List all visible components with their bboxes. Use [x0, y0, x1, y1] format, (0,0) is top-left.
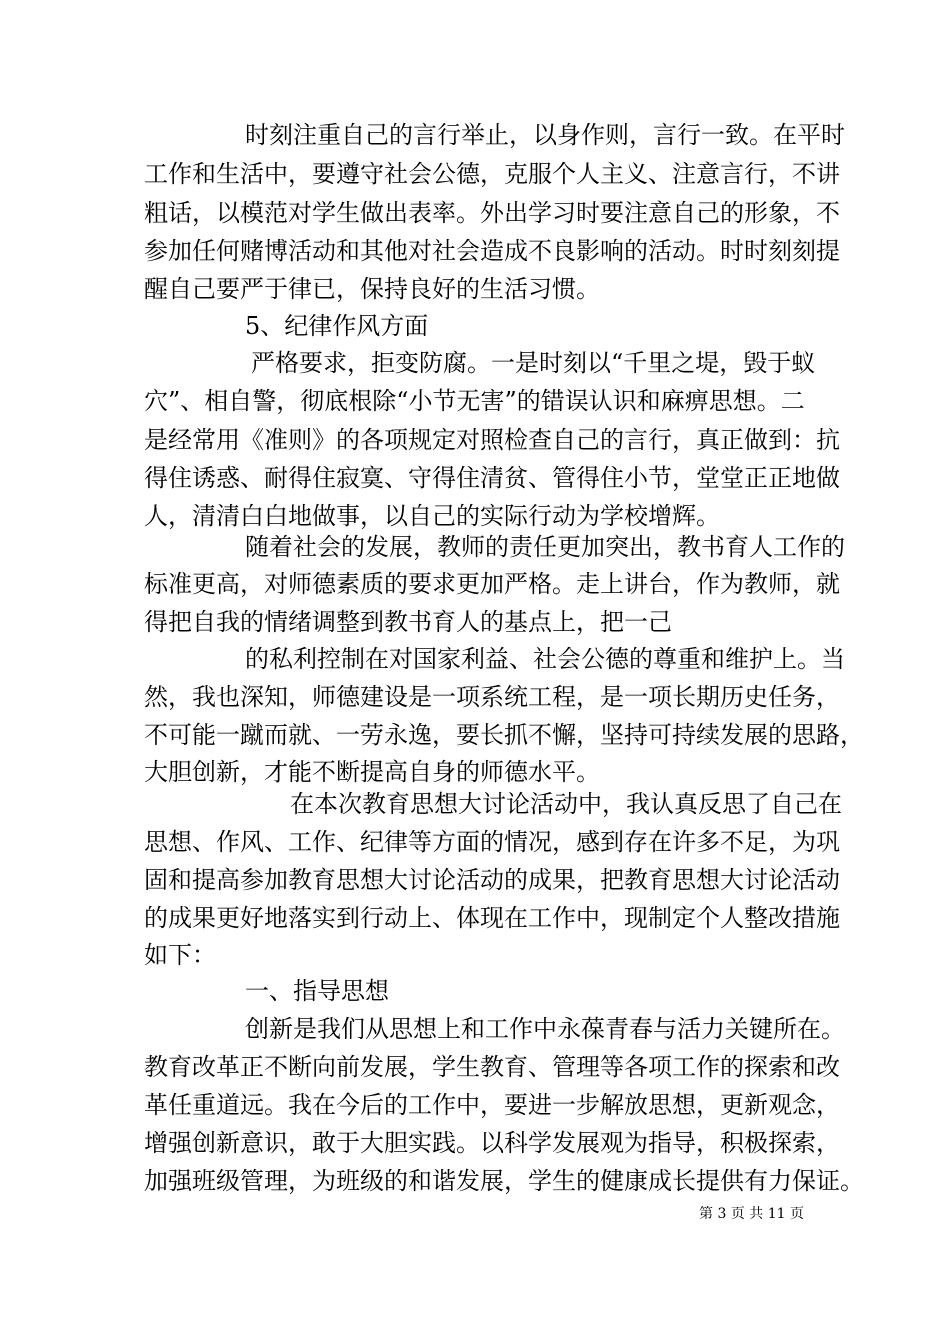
text-line: 在本次教育思想大讨论活动中，我认真反思了自己在 [290, 790, 842, 818]
text-line: 得住诱惑、耐得住寂寞、守得住清贫、管得住小节，堂堂正正地做 [144, 464, 840, 492]
text-line: 如下： [144, 941, 216, 969]
text-line: 大胆创新，才能不断提高自身的师德水平。 [144, 758, 600, 786]
text-line: 的成果更好地落实到行动上、体现在工作中，现制定个人整改措施 [144, 904, 840, 932]
text-line: 严格要求，拒变防腐。一是时刻以“千里之堤，毁于蚁 [251, 349, 816, 377]
text-line: 人，清清白白地做事，以自己的实际行动为学校增辉。 [144, 502, 720, 530]
text-line: 标准更高，对师德素质的要求更加严格。走上讲台，作为教师，就 [144, 570, 840, 598]
text-line: 增强创新意识，敢于大胆实践。以科学发展观为指导，积极探索， [144, 1129, 840, 1157]
text-line: 不可能一蹴而就、一劳永逸，要长抓不懈，坚持可持续发展的思路， [144, 721, 864, 749]
page-number: 第 3 页 共 11 页 [699, 1206, 804, 1222]
text-line: 参加任何赌博活动和其他对社会造成不良影响的活动。时时刻刻提 [144, 237, 840, 265]
text-line: 思想、作风、工作、纪律等方面的情况，感到存在许多不足，为巩 [144, 828, 840, 856]
text-line: 的私利控制在对国家利益、社会公德的尊重和维护上。当 [245, 645, 845, 673]
text-line: 固和提高参加教育思想大讨论活动的成果，把教育思想大讨论活动 [144, 866, 840, 894]
text-line: 创新是我们从思想上和工作中永葆青春与活力关键所在。 [245, 1015, 845, 1043]
section-heading: 一、指导思想 [245, 977, 389, 1005]
text-line: 是经常用《准则》的各项规定对照检查自己的言行，真正做到：抗 [144, 426, 840, 454]
text-line: 时刻注重自己的言行举止，以身作则，言行一致。在平时 [245, 121, 845, 149]
text-line: 得把自我的情绪调整到教书育人的基点上，把一己 [144, 608, 672, 636]
text-line: 工作和生活中，要遵守社会公德，克服个人主义、注意言行，不讲 [144, 160, 840, 188]
text-line: 加强班级管理，为班级的和谐发展，学生的健康成长提供有力保证。 [144, 1167, 864, 1195]
text-line: 革任重道远。我在今后的工作中，要进一步解放思想，更新观念， [144, 1091, 840, 1119]
text-line: 穴”、相自警，彻底根除“小节无害”的错误认识和麻痹思想。二 [144, 387, 805, 415]
text-line: 随着社会的发展，教师的责任更加突出，教书育人工作的 [245, 533, 845, 561]
text-line: 醒自己要严于律已，保持良好的生活习惯。 [144, 275, 600, 303]
section-heading: 5、纪律作风方面 [245, 312, 429, 340]
text-line: 粗话，以模范对学生做出表率。外出学习时要注意自己的形象，不 [144, 199, 840, 227]
text-line: 然，我也深知，师德建设是一项系统工程，是一项长期历史任务， [144, 683, 840, 711]
text-line: 教育改革正不断向前发展，学生教育、管理等各项工作的探索和改 [144, 1053, 840, 1081]
